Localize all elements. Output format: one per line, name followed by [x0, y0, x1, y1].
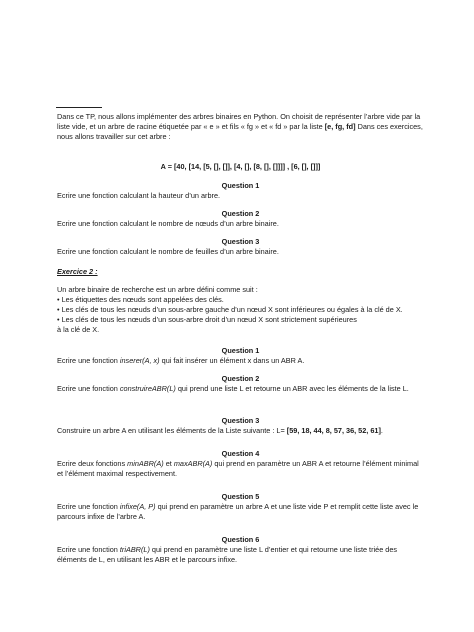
question-title: Question 5: [221, 492, 260, 501]
function-name: inserer(A, x): [119, 356, 160, 365]
bullet-item: • Les étiquettes des nœuds sont appelées des clés.: [57, 295, 224, 304]
ex2-question-3: [57, 416, 424, 436]
function-name: minABR(A): [127, 459, 164, 468]
question-title: Question 1: [221, 346, 260, 355]
list-notation: [e, fg, fd]: [324, 122, 356, 131]
question-text: Ecrire une fonction construireABR(L) qui prend une liste L et retourne un ABR avec les éléments de la liste L.: [57, 384, 409, 393]
question-text: Construire un arbre A en utilisant les éléments de la Liste suivante : L= [59, 18, 44, 8, 57, 36, 52, 61].: [57, 426, 383, 435]
list-values: [59, 18, 44, 8, 57, 36, 52, 61]: [286, 426, 381, 435]
ex1-question-2: [57, 209, 424, 229]
function-name: construireABR(L): [119, 384, 176, 393]
question-title: Question 4: [221, 449, 260, 458]
question-title: Question 2: [221, 374, 260, 383]
question-text: Ecrire une fonction calculant la hauteur d’un arbre.: [57, 191, 221, 200]
ex2-question-1: [57, 346, 424, 366]
question-text: Ecrire une fonction inserer(A, x) qui fait insérer un élément x dans un ABR A.: [57, 356, 305, 365]
intro-text: Dans ce TP, nous allons implémenter des arbres binaires en Python. On choisit de représenter l’arbre vide par la liste vide, et un arbre de racine étiquetée par « e » et fils « fg » et « fd » par la liste: [57, 112, 421, 131]
ex2-question-4: [57, 449, 424, 479]
question-text: Ecrire deux fonctions minABR(A) et maxABR(A) qui prend en paramètre un ABR A et retourne l’élément minimal et l’élément maximal respectivement.: [57, 459, 419, 478]
ex1-question-3: [57, 237, 424, 257]
exercise-2-title: Exercice 2 :: [57, 267, 98, 276]
ex2-question-5: [57, 492, 424, 522]
intro-text-end: Dans ces exercices, nous allons travailler sur cet arbre :: [57, 122, 423, 141]
question-title: Question 3: [221, 416, 260, 425]
question-text: Ecrire une fonction infixe(A, P) qui prend en paramètre un arbre A et une liste vide P et remplit cette liste avec le parcours infixe de l’arbre A.: [57, 502, 419, 521]
question-title: Question 3: [221, 237, 260, 246]
bullet-item: • Les clés de tous les nœuds d’un sous-arbre gauche d’un nœud X sont inférieures ou égales à la clé de X.: [57, 305, 403, 314]
question-text: Ecrire une fonction triABR(L) qui prend en paramètre une liste L d’entier et qui retourne une liste triée des éléments de L, en utilisant les ABR et le parcours infixe.: [57, 545, 398, 564]
bullet-item: • Les clés de tous les nœuds d’un sous-arbre droit d’un nœud X sont strictement supérieures: [57, 315, 357, 324]
header-rule: [56, 107, 102, 108]
question-text: Ecrire une fonction calculant le nombre de feuilles d’un arbre binaire.: [57, 247, 279, 256]
function-name: triABR(L): [119, 545, 150, 554]
abr-definition: [57, 285, 424, 335]
question-title: Question 2: [221, 209, 260, 218]
ex1-question-1: [57, 181, 424, 201]
function-name: infixe(A, P): [119, 502, 156, 511]
bullet-continuation: à la clé de X.: [57, 325, 100, 334]
abr-intro: Un arbre binaire de recherche est un arbre défini comme suit :: [57, 285, 258, 294]
function-name: maxABR(A): [173, 459, 213, 468]
question-title: Question 6: [221, 535, 260, 544]
tree-definition: A = [40, [14, [5, [], []], [4, [], [8, [], []]]] , [6, [], []]]: [160, 162, 321, 171]
question-text: Ecrire une fonction calculant le nombre de nœuds d’un arbre binaire.: [57, 219, 279, 228]
ex2-question-6: [57, 535, 424, 565]
ex2-question-2: [57, 374, 424, 394]
question-title: Question 1: [221, 181, 260, 190]
intro-paragraph: [57, 112, 424, 142]
